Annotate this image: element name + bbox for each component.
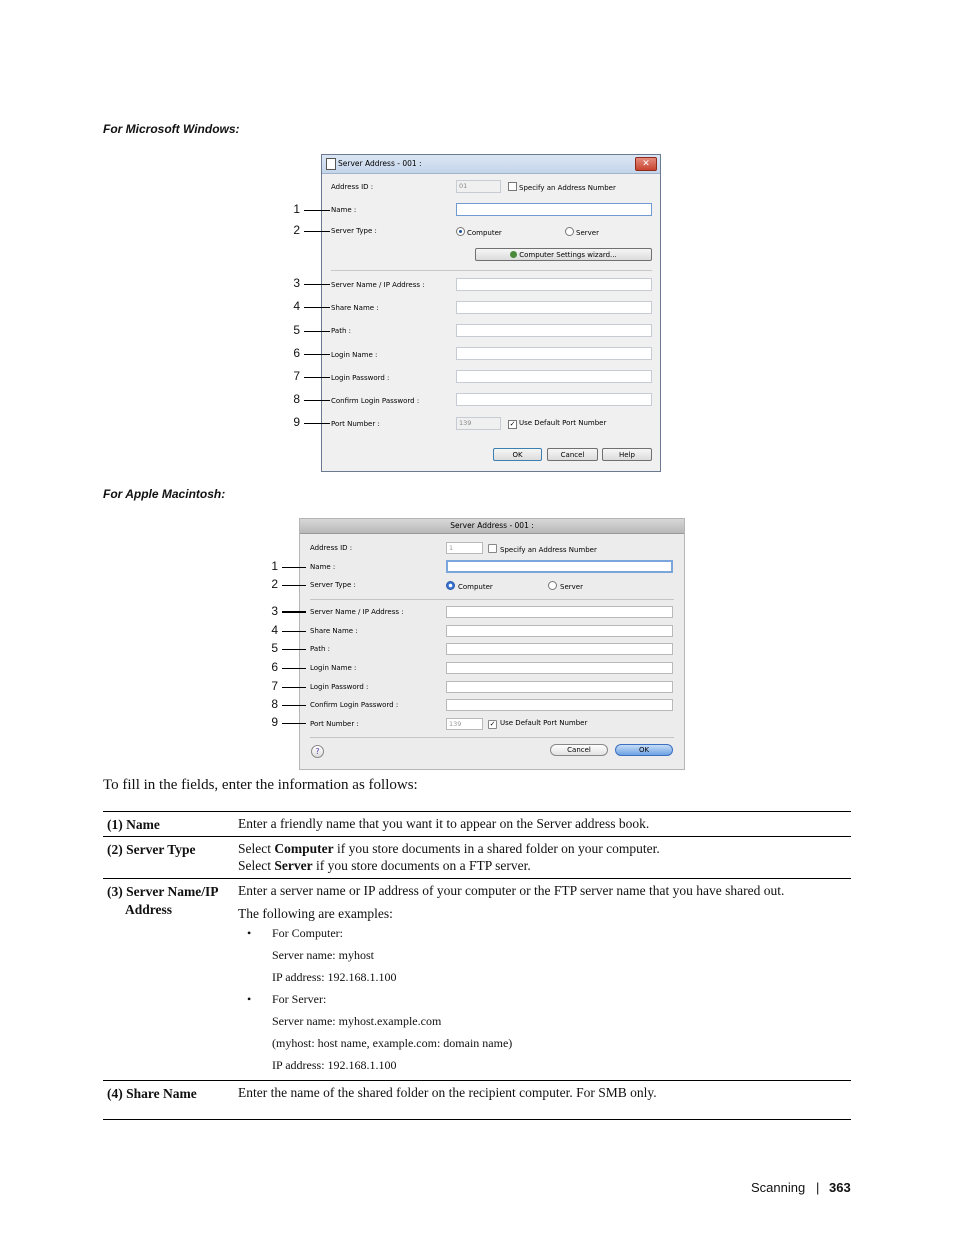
app-icon — [326, 158, 336, 170]
name-input[interactable] — [456, 203, 652, 216]
callout-line — [282, 567, 306, 568]
callout-5: 5 — [293, 323, 300, 337]
use-default-port-label: Use Default Port Number — [519, 419, 607, 427]
path-input[interactable] — [446, 643, 673, 655]
login-name-input[interactable] — [446, 662, 673, 674]
callout-line — [304, 284, 330, 285]
radio-computer-label: Computer — [467, 229, 502, 237]
callout-7: 7 — [271, 679, 278, 693]
cancel-button[interactable]: Cancel — [547, 448, 598, 461]
text: if you store documents on a FTP server. — [312, 858, 531, 873]
radio-server[interactable] — [548, 581, 583, 591]
radio-computer[interactable] — [456, 227, 502, 237]
specify-address-label: Specify an Address Number — [519, 184, 616, 192]
radio-server-label: Server — [560, 583, 583, 591]
callout-2: 2 — [293, 223, 300, 237]
table-row — [103, 811, 851, 836]
path-input[interactable] — [456, 324, 652, 337]
specify-address-checkbox[interactable] — [508, 182, 616, 192]
use-default-port-label: Use Default Port Number — [500, 719, 588, 727]
use-default-port-checkbox[interactable] — [488, 719, 587, 729]
address-id-field: 01 — [456, 180, 501, 193]
mac-server-address-dialog — [299, 518, 685, 770]
intro-text: To fill in the fields, enter the information as follows: — [103, 777, 418, 793]
callout-2: 2 — [271, 577, 278, 591]
table-row — [103, 836, 851, 878]
name-label: Name : — [310, 563, 336, 571]
server-type-label: Server Type : — [310, 581, 356, 589]
login-password-input[interactable] — [446, 681, 673, 693]
divider — [310, 737, 674, 738]
option-server: Server — [274, 858, 313, 873]
address-id-label: Address ID : — [331, 183, 374, 191]
term-name: (1) Name — [107, 817, 160, 832]
server-name-label: Server Name / IP Address : — [331, 281, 425, 289]
example-line: Server name: myhost — [272, 948, 374, 962]
server-type-line-1 — [238, 840, 851, 857]
radio-selected-icon — [446, 581, 455, 590]
desc-text: Enter a server name or IP address of your computer or the FTP server name that you have shared out. — [238, 883, 785, 898]
name-label: Name : — [331, 206, 357, 214]
callout-line — [304, 307, 330, 308]
specify-address-checkbox[interactable] — [488, 544, 597, 554]
checkmark-icon: ✓ — [509, 420, 516, 428]
examples-intro: The following are examples: — [238, 906, 393, 921]
term-line: Address — [125, 902, 173, 917]
page-number: 363 — [829, 1180, 851, 1195]
example-line: IP address: 192.168.1.100 — [272, 970, 397, 984]
confirm-password-label: Confirm Login Password : — [310, 701, 399, 709]
port-number-input: 139 — [446, 718, 483, 730]
share-name-label: Share Name : — [331, 304, 379, 312]
login-password-input[interactable] — [456, 370, 652, 383]
callout-6: 6 — [271, 660, 278, 674]
server-name-label: Server Name / IP Address : — [310, 608, 404, 616]
desc-server-type — [238, 837, 851, 878]
share-name-input[interactable] — [446, 625, 673, 637]
mac-heading: For Apple Macintosh: — [103, 487, 226, 501]
checkmark-icon: ✓ — [489, 720, 496, 728]
callout-4: 4 — [293, 299, 300, 313]
radio-server-label: Server — [576, 229, 599, 237]
dialog-titlebar — [322, 155, 660, 174]
table-row — [103, 1080, 851, 1120]
callout-line — [282, 611, 306, 613]
desc-server-name — [238, 879, 851, 1080]
example-line: IP address: 192.168.1.100 — [272, 1058, 397, 1072]
server-type-label: Server Type : — [331, 227, 377, 235]
callout-line — [282, 705, 306, 706]
term-line: (3) Server Name/IP — [107, 884, 219, 899]
server-name-input[interactable] — [446, 606, 673, 618]
callout-9: 9 — [271, 715, 278, 729]
ok-button[interactable]: OK — [615, 744, 673, 756]
path-label: Path : — [310, 645, 330, 653]
port-number-label: Port Number : — [310, 720, 359, 728]
radio-computer-label: Computer — [458, 583, 493, 591]
bullet-item: • For Computer: — [238, 922, 851, 944]
radio-unselected-icon — [565, 227, 574, 236]
callout-line — [282, 723, 306, 724]
confirm-password-input[interactable] — [446, 699, 673, 711]
example-line: (myhost: host name, example.com: domain name) — [272, 1036, 513, 1050]
server-name-input[interactable] — [456, 278, 652, 291]
specify-address-label: Specify an Address Number — [500, 546, 597, 554]
radio-selected-icon — [456, 227, 465, 236]
close-icon[interactable]: ✕ — [635, 157, 657, 171]
callout-3: 3 — [293, 276, 300, 290]
callout-line — [304, 210, 330, 211]
divider — [310, 599, 674, 600]
help-button[interactable]: Help — [602, 448, 652, 461]
callout-line — [304, 231, 330, 232]
cancel-button[interactable]: Cancel — [550, 744, 608, 756]
login-name-label: Login Name : — [331, 351, 378, 359]
port-number-input: 139 — [456, 417, 501, 430]
callout-8: 8 — [293, 392, 300, 406]
dialog-titlebar: Server Address - 001 : — [300, 519, 684, 534]
callout-line — [282, 585, 306, 586]
text: if you store documents in a shared folder on your computer. — [333, 841, 660, 856]
checkbox-icon — [508, 182, 517, 191]
radio-unselected-icon — [548, 581, 557, 590]
login-password-label: Login Password : — [310, 683, 369, 691]
callout-line — [282, 668, 306, 669]
callout-5: 5 — [271, 641, 278, 655]
callout-8: 8 — [271, 697, 278, 711]
option-computer: Computer — [274, 841, 334, 856]
divider — [331, 270, 652, 271]
desc-name: Enter a friendly name that you want it to appear on the Server address book. — [238, 816, 650, 831]
computer-settings-wizard-button[interactable] — [475, 248, 652, 261]
login-password-label: Login Password : — [331, 374, 390, 382]
term-share-name: (4) Share Name — [107, 1086, 197, 1101]
windows-heading: For Microsoft Windows: — [103, 122, 240, 136]
address-id-label: Address ID : — [310, 544, 353, 552]
use-default-port-checkbox[interactable] — [508, 419, 606, 429]
field-description-table — [103, 811, 851, 1120]
callout-line — [304, 354, 330, 355]
share-name-label: Share Name : — [310, 627, 358, 635]
text: Select — [238, 858, 275, 873]
callout-3: 3 — [271, 604, 278, 618]
callout-line — [282, 649, 306, 650]
callout-line — [304, 423, 330, 424]
callout-1: 1 — [293, 202, 300, 216]
desc-share-name: Enter the name of the shared folder on the recipient computer. For SMB only. — [238, 1085, 657, 1100]
port-number-label: Port Number : — [331, 420, 380, 428]
share-name-input[interactable] — [456, 301, 652, 314]
callout-9: 9 — [293, 415, 300, 429]
callout-line — [282, 687, 306, 688]
footer-section: Scanning — [751, 1180, 806, 1195]
callout-line — [282, 631, 306, 632]
callout-7: 7 — [293, 369, 300, 383]
callout-4: 4 — [271, 623, 278, 637]
windows-server-address-dialog — [321, 154, 661, 472]
term-server-type: (2) Server Type — [107, 842, 196, 857]
name-input[interactable] — [446, 560, 673, 573]
bullet-item: • For Server: — [238, 988, 851, 1010]
callout-line — [304, 377, 330, 378]
login-name-label: Login Name : — [310, 664, 357, 672]
checkbox-icon — [488, 544, 497, 553]
example-line: Server name: myhost.example.com — [272, 1014, 442, 1028]
callout-1: 1 — [271, 559, 278, 573]
text: Select — [238, 841, 275, 856]
footer-separator: | — [816, 1180, 820, 1195]
login-name-input[interactable] — [456, 347, 652, 360]
radio-computer[interactable] — [446, 581, 493, 591]
confirm-password-label: Confirm Login Password : — [331, 397, 420, 405]
ok-button[interactable]: OK — [493, 448, 542, 461]
help-icon[interactable]: ? — [311, 745, 324, 758]
callout-line — [304, 331, 330, 332]
server-type-line-2 — [238, 857, 851, 874]
wizard-icon — [510, 251, 517, 258]
term-server-name — [107, 883, 235, 919]
table-row — [103, 878, 851, 1080]
radio-server[interactable] — [565, 227, 599, 237]
path-label: Path : — [331, 327, 351, 335]
confirm-password-input[interactable] — [456, 393, 652, 406]
callout-line — [304, 400, 330, 401]
wizard-button-label: Computer Settings wizard... — [519, 251, 617, 259]
address-id-field: 1 — [446, 542, 483, 554]
dialog-title: Server Address - 001 : — [338, 159, 422, 168]
callout-6: 6 — [293, 346, 300, 360]
